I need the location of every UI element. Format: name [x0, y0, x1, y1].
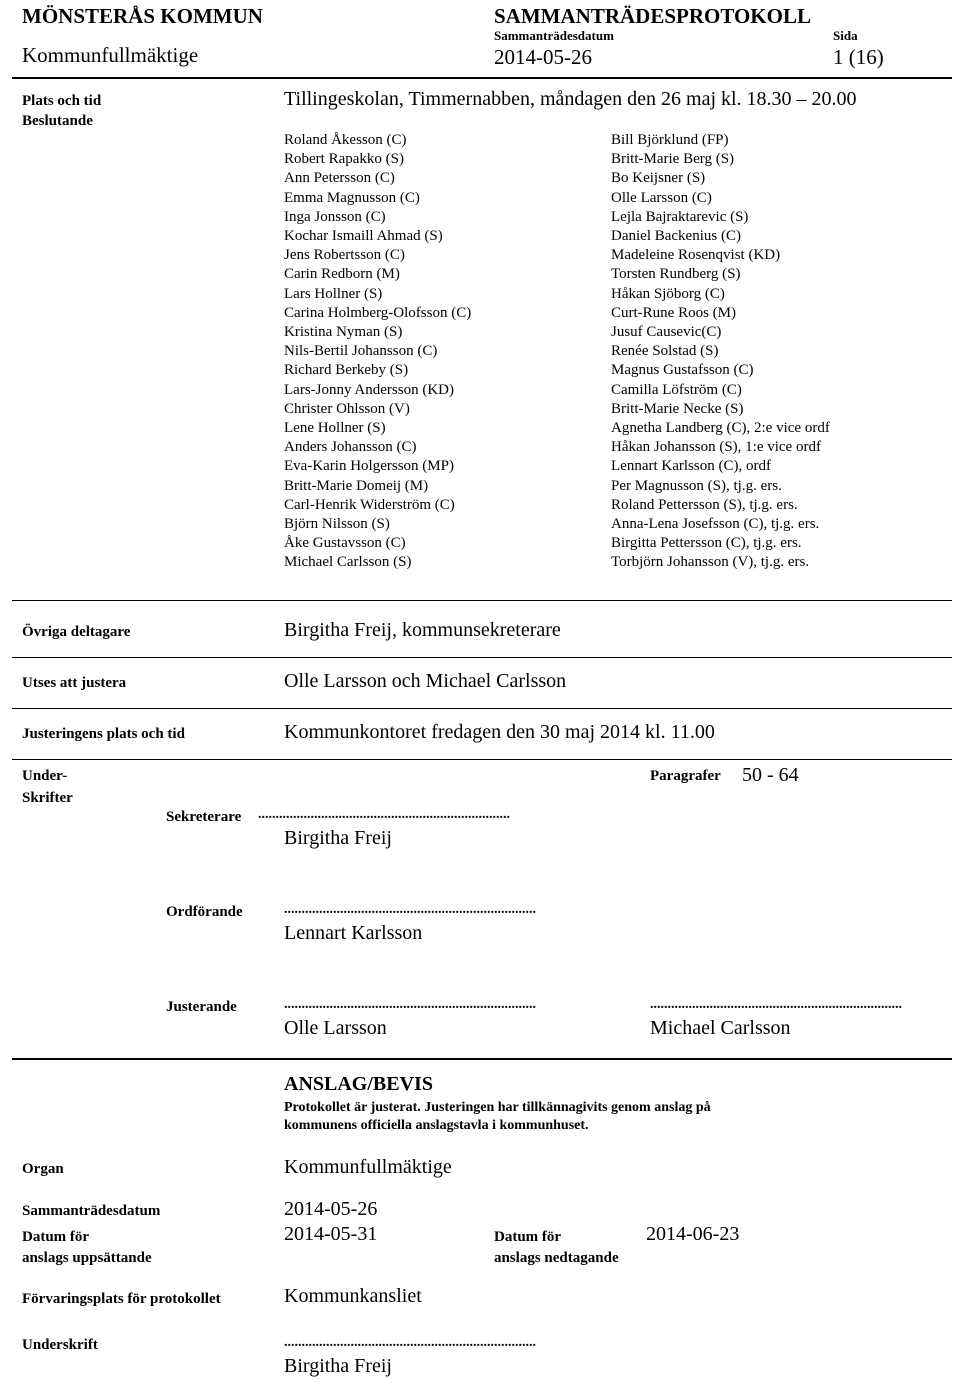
adjuster1-name: Olle Larsson: [284, 1017, 387, 1039]
deciding-member-right: Curt-Rune Roos (M): [611, 304, 736, 321]
deciding-member-left: Robert Rapakko (S): [284, 151, 404, 168]
header-divider: [12, 77, 952, 79]
deciding-member-right: Per Magnusson (S), tj.g. ers.: [611, 477, 782, 494]
place-label: Plats och tid: [22, 93, 102, 109]
deciding-member-right: Bo Keijsner (S): [611, 170, 706, 187]
deciding-member-left: Kochar Ismaill Ahmad (S): [284, 228, 443, 245]
section-divider: [12, 600, 952, 601]
posted-label-2: anslags uppsättande: [22, 1250, 152, 1266]
adjust-value: Olle Larsson och Michael Carlsson: [284, 670, 567, 692]
deciding-member-right: Britt-Marie Berg (S): [611, 151, 735, 168]
deciding-member-left: Michael Carlsson (S): [284, 554, 412, 571]
deciding-member-left: Anders Johansson (C): [284, 439, 417, 456]
deciding-member-right: Anna-Lena Josefsson (C), tj.g. ers.: [611, 516, 820, 533]
posted-value: 2014-05-31: [284, 1223, 378, 1245]
deciding-member-left: Lars Hollner (S): [284, 285, 383, 302]
deciding-member-right: Magnus Gustafsson (C): [611, 362, 754, 379]
paragraphs-label: Paragrafer: [650, 768, 721, 784]
others-label: Övriga deltagare: [22, 624, 131, 640]
deciding-member-right: Håkan Sjöborg (C): [611, 285, 725, 302]
deciding-member-left: Lene Hollner (S): [284, 420, 386, 437]
adjust-place-value: Kommunkontoret fredagen den 30 maj 2014 kl. 11.00: [284, 721, 715, 743]
deciding-member-right: Bill Björklund (FP): [611, 132, 729, 148]
committee-name: Kommunfullmäktige: [22, 43, 199, 67]
others-value: Birgitha Freij, kommunsekreterare: [284, 619, 561, 641]
signature-name: Birgitha Freij: [284, 1355, 392, 1377]
chair-signature-line: ........................................................................: [284, 902, 536, 917]
deciding-member-left: Inga Jonsson (C): [284, 208, 386, 225]
notice-title: ANSLAG/BEVIS: [284, 1073, 433, 1095]
notice-text-2: kommunens officiella anslagstavla i kommunhuset.: [284, 1118, 589, 1133]
meeting-date: 2014-05-26: [494, 45, 592, 69]
storage-value: Kommunkansliet: [284, 1285, 422, 1307]
adjust-label: Utses att justera: [22, 675, 127, 691]
deciding-member-left: Christer Ohlsson (V): [284, 400, 410, 417]
removed-value: 2014-06-23: [646, 1223, 740, 1245]
deciding-list-right: [611, 131, 830, 573]
notice-text-1: Protokollet är justerat. Justeringen har tillkännagivits genom anslag på: [284, 1100, 711, 1115]
deciding-member-left: Emma Magnusson (C): [284, 189, 420, 206]
storage-label: Förvaringsplats för protokollet: [22, 1291, 221, 1307]
secretary-name: Birgitha Freij: [284, 827, 392, 849]
deciding-member-left: Lars-Jonny Andersson (KD): [284, 381, 454, 398]
deciding-member-right: Olle Larsson (C): [611, 189, 712, 206]
deciding-member-right: Torsten Rundberg (S): [611, 266, 741, 283]
deciding-list-left: [284, 131, 471, 573]
deciding-member-left: Eva-Karin Holgersson (MP): [284, 458, 454, 475]
adjuster1-signature-line: ........................................................................: [284, 997, 536, 1012]
adjuster2-signature-line: ........................................................................: [650, 997, 902, 1012]
meeting-date-value: 2014-05-26: [284, 1198, 378, 1220]
deciding-member-left: Kristina Nyman (S): [284, 324, 403, 341]
deciding-member-right: Håkan Johansson (S), 1:e vice ordf: [611, 439, 821, 456]
organ-value: Kommunfullmäktige: [284, 1156, 452, 1178]
notice-divider: [12, 1058, 952, 1060]
meeting-date-label: Sammanträdesdatum: [22, 1203, 161, 1219]
others-divider: [12, 657, 952, 658]
organ-label: Organ: [22, 1161, 64, 1177]
deciding-member-left: Ann Petersson (C): [284, 170, 395, 187]
signature-label: Underskrift: [22, 1337, 98, 1353]
deciding-member-right: Roland Pettersson (S), tj.g. ers.: [611, 496, 798, 513]
deciding-member-left: Åke Gustavsson (C): [284, 535, 406, 552]
signature-line: ........................................................................: [284, 1335, 536, 1350]
chair-name: Lennart Karlsson: [284, 922, 423, 944]
deciding-member-right: Renée Solstad (S): [611, 343, 719, 360]
page-number: 1 (16): [833, 45, 884, 69]
deciding-member-right: Britt-Marie Necke (S): [611, 400, 744, 417]
signatures-label-1: Under-: [22, 768, 68, 784]
adjust-place-label: Justeringens plats och tid: [22, 726, 185, 742]
deciding-member-right: Jusuf Causevic(C): [611, 324, 722, 341]
removed-label-2: anslags nedtagande: [494, 1250, 619, 1266]
signatures-label-2: Skrifter: [22, 790, 73, 806]
deciding-member-left: Jens Robertsson (C): [284, 247, 405, 264]
deciding-member-left: Nils-Bertil Johansson (C): [284, 343, 438, 360]
deciding-member-left: Björn Nilsson (S): [284, 516, 390, 533]
deciding-member-left: Carl-Henrik Widerström (C): [284, 496, 455, 513]
adjust-divider: [12, 708, 952, 709]
adjuster2-name: Michael Carlsson: [650, 1017, 791, 1039]
deciding-member-right: Birgitta Pettersson (C), tj.g. ers.: [611, 535, 802, 552]
adjust-place-divider: [12, 759, 952, 760]
deciding-member-left: Richard Berkeby (S): [284, 362, 409, 379]
municipality-name: MÖNSTERÅS KOMMUN: [22, 4, 263, 28]
deciding-label: Beslutande: [22, 113, 93, 129]
deciding-member-right: Daniel Backenius (C): [611, 228, 741, 245]
adjusters-label: Justerande: [166, 999, 237, 1015]
secretary-label: Sekreterare: [166, 809, 242, 825]
deciding-member-right: Lejla Bajraktarevic (S): [611, 208, 749, 225]
deciding-member-right: Lennart Karlsson (C), ordf: [611, 458, 771, 475]
deciding-member-right: Madeleine Rosenqvist (KD): [611, 247, 781, 264]
paragraphs-value: 50 - 64: [742, 764, 799, 786]
deciding-member-left: Britt-Marie Domeij (M): [284, 477, 429, 494]
deciding-member-left: Roland Åkesson (C): [284, 132, 407, 148]
secretary-signature-line: ........................................................................: [258, 807, 510, 822]
place-value: Tillingeskolan, Timmernabben, måndagen den 26 maj kl. 18.30 – 20.00: [284, 88, 857, 110]
deciding-member-left: Carina Holmberg-Olofsson (C): [284, 304, 472, 321]
deciding-member-right: Torbjörn Johansson (V), tj.g. ers.: [611, 554, 810, 571]
removed-label-1: Datum för: [494, 1229, 562, 1245]
deciding-member-right: Camilla Löfström (C): [611, 381, 742, 398]
deciding-member-left: Carin Redborn (M): [284, 266, 400, 283]
date-label: Sammanträdesdatum: [494, 28, 614, 43]
posted-label-1: Datum för: [22, 1229, 90, 1245]
chair-label: Ordförande: [166, 904, 243, 920]
page-label: Sida: [833, 28, 858, 43]
document-type: SAMMANTRÄDESPROTOKOLL: [494, 4, 811, 28]
deciding-member-right: Agnetha Landberg (C), 2:e vice ordf: [611, 420, 830, 437]
